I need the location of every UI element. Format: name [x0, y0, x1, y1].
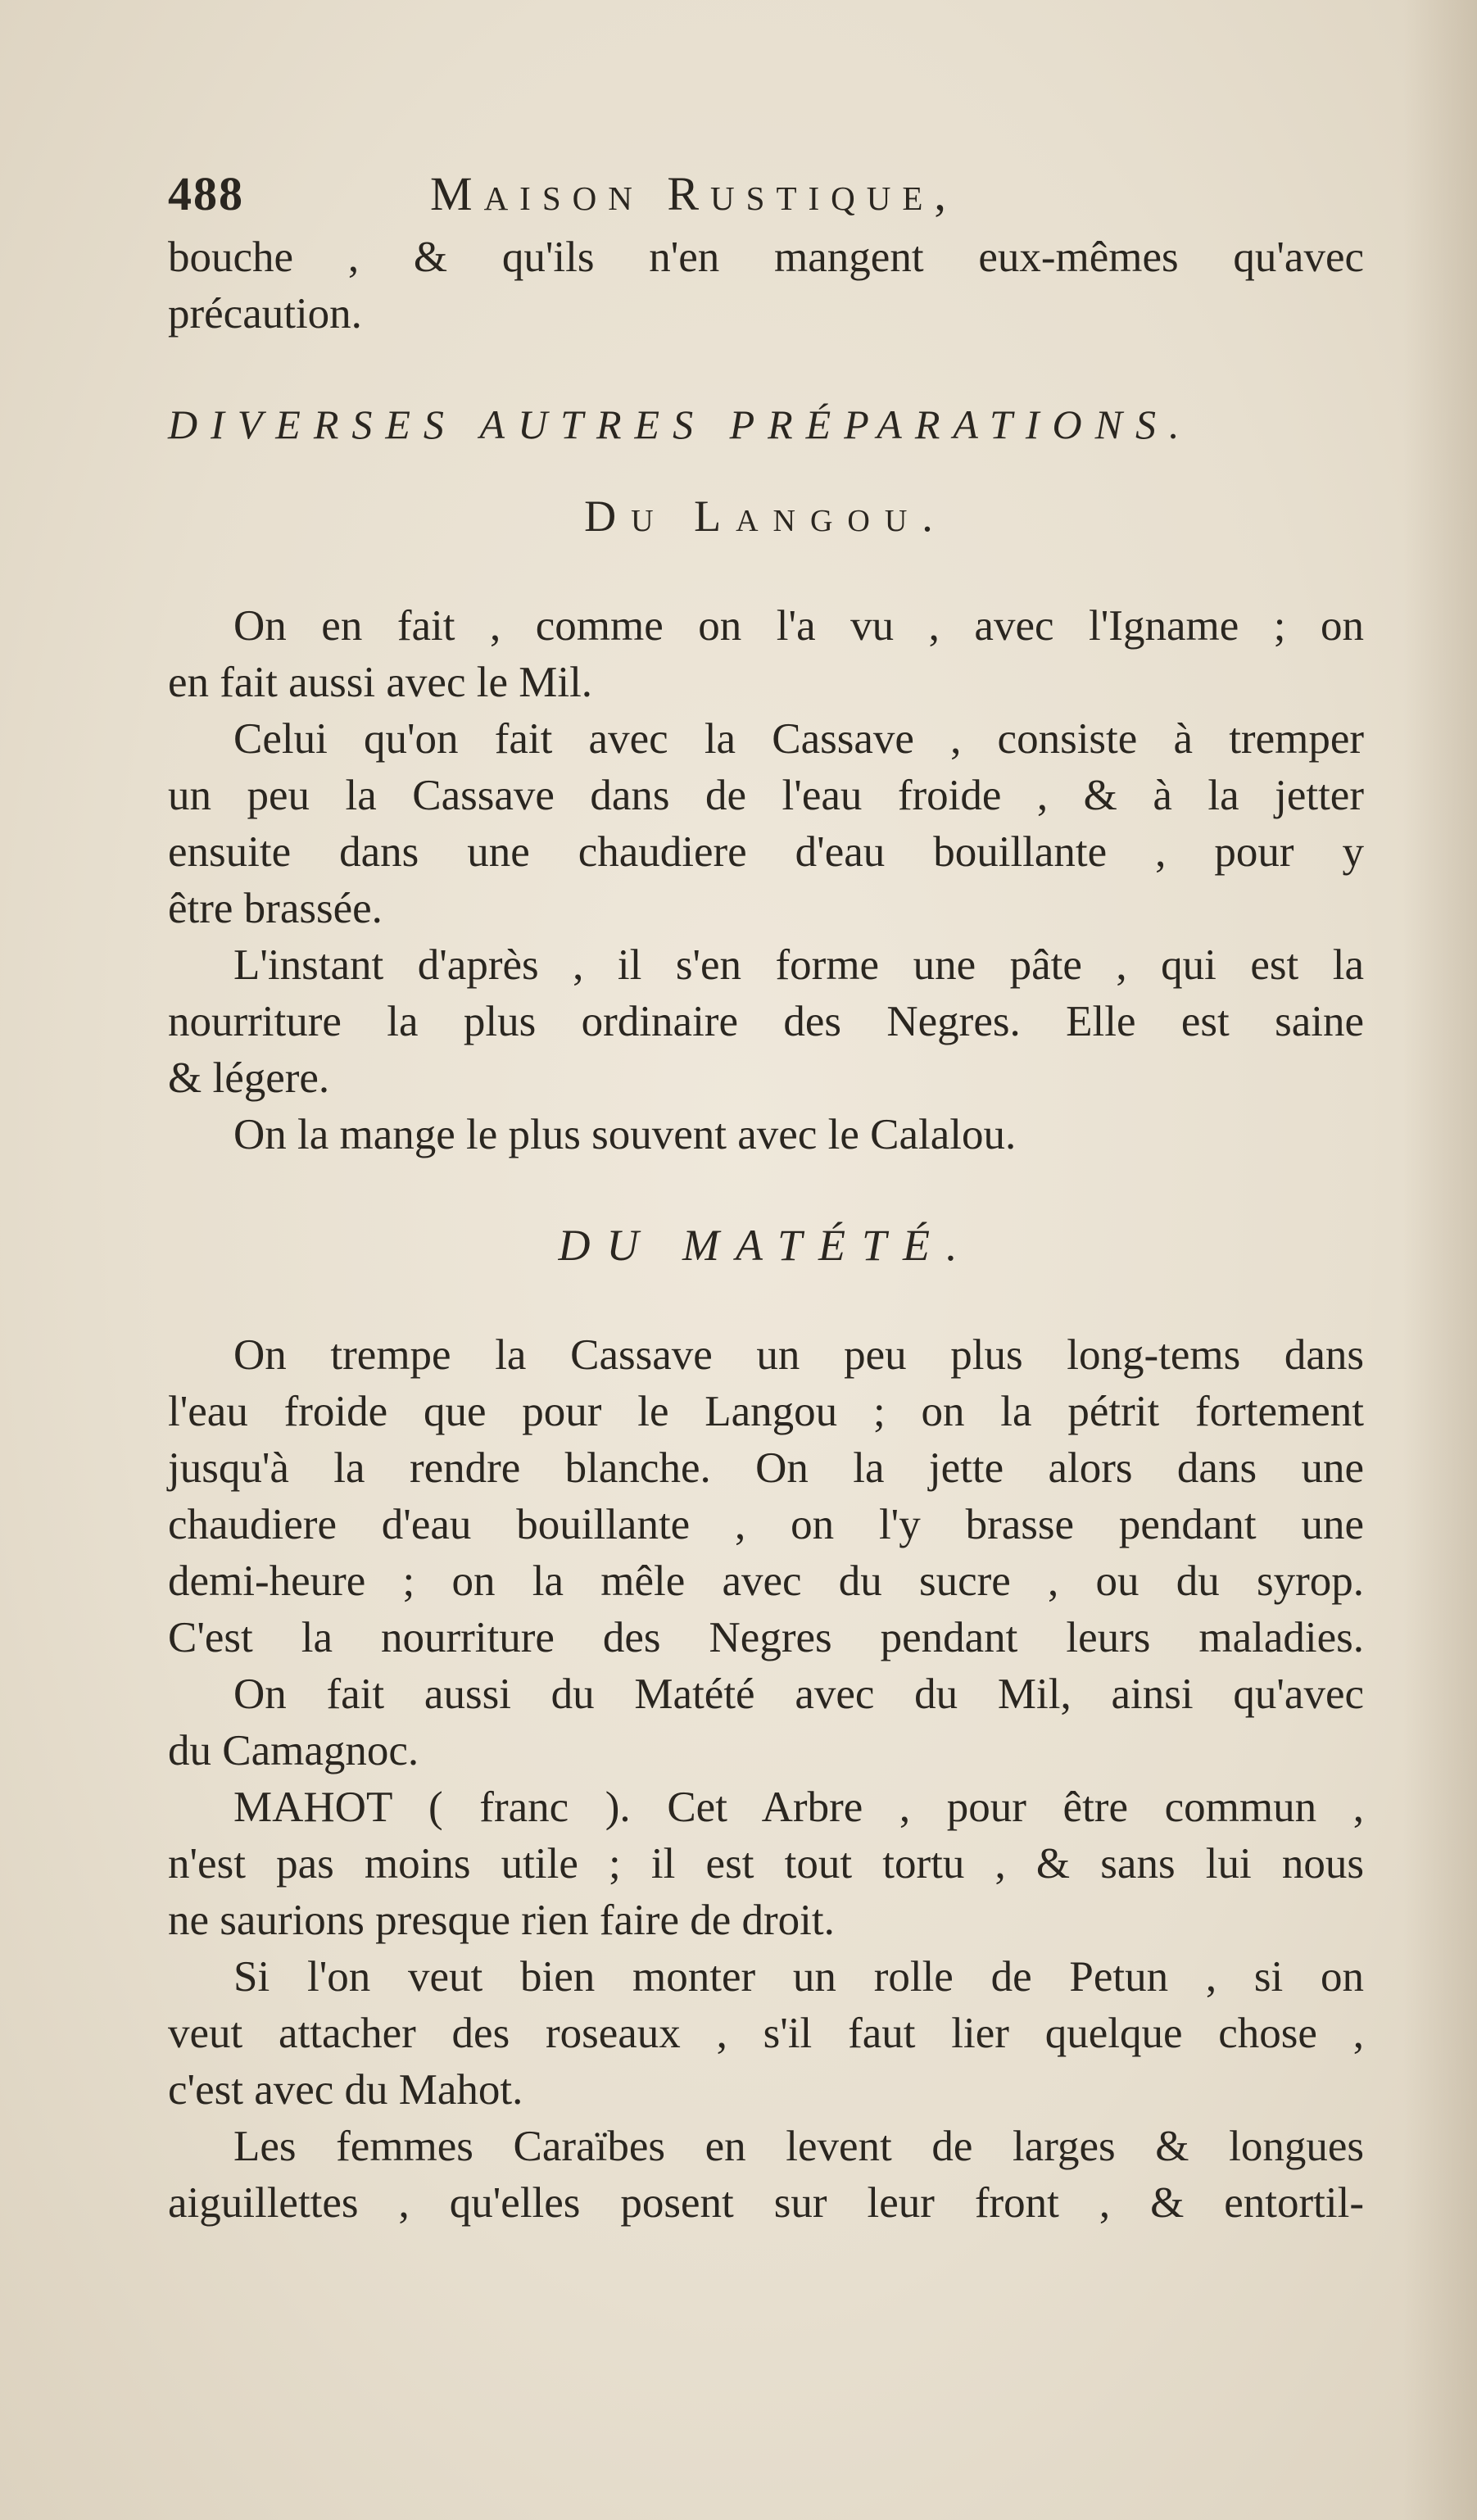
text-line: bouche , & qu'ils n'en mangent eux-mêmes qu'avec	[168, 233, 1364, 281]
text-line: du Camagnoc.	[168, 1727, 419, 1774]
running-head	[168, 160, 1364, 229]
text-line: c'est avec du Mahot.	[168, 2066, 523, 2114]
text-line: Celui qu'on fait avec la Cassave , consiste à tremper	[233, 715, 1364, 763]
subsection-title-langou: Du Langou.	[584, 492, 948, 541]
text-line: jusqu'à la rendre blanche. On la jette alors dans une	[168, 1444, 1364, 1492]
running-title: Maison Rustique,	[430, 167, 958, 220]
text-line: Les femmes Caraïbes en levent de larges & longues	[233, 2123, 1364, 2170]
text-line: ne saurions presque rien faire de droit.	[168, 1897, 835, 1944]
page-number: 488	[168, 167, 244, 220]
text-line: précaution.	[168, 290, 362, 338]
text-line: veut attacher des roseaux , s'il faut lier quelque chose ,	[168, 2010, 1364, 2057]
subsection-title-matete: DU MATÉTÉ.	[558, 1221, 974, 1270]
section-title: DIVERSES AUTRES PRÉPARATIONS.	[168, 401, 1193, 447]
text-line: L'instant d'après , il s'en forme une pâte , qui est la	[233, 941, 1364, 989]
text-line: ensuite dans une chaudiere d'eau bouillante , pour y	[168, 828, 1364, 876]
text-line: demi-heure ; on la mêle avec du sucre , ou du syrop.	[168, 1557, 1364, 1605]
text-line: en fait aussi avec le Mil.	[168, 659, 593, 706]
text-line: nourriture la plus ordinaire des Negres. Elle est saine	[168, 998, 1364, 1045]
text-block	[168, 160, 1364, 2232]
text-line: On fait aussi du Matété avec du Mil, ainsi qu'avec	[233, 1670, 1364, 1718]
text-line: & légere.	[168, 1054, 330, 1102]
text-line: Si l'on veut bien monter un rolle de Petun , si on	[233, 1953, 1364, 2001]
page-edge-shadow	[1403, 0, 1477, 2520]
text-line: chaudiere d'eau bouillante , on l'y brasse pendant une	[168, 1501, 1364, 1548]
text-line: être brassée.	[168, 885, 383, 932]
text-line: aiguillettes , qu'elles posent sur leur front , & entortil-	[168, 2179, 1364, 2227]
text-line: C'est la nourriture des Negres pendant leurs maladies.	[168, 1614, 1364, 1661]
text-line: On trempe la Cassave un peu plus long-tems dans	[233, 1331, 1364, 1379]
text-line: n'est pas moins utile ; il est tout tortu , & sans lui nous	[168, 1840, 1364, 1888]
text-line: On en fait , comme on l'a vu , avec l'Igname ; on	[233, 602, 1364, 650]
text-line: On la mange le plus souvent avec le Calalou.	[233, 1111, 1017, 1158]
text-line: un peu la Cassave dans de l'eau froide , & à la jetter	[168, 772, 1364, 819]
text-line: l'eau froide que pour le Langou ; on la pétrit fortement	[168, 1388, 1364, 1435]
text-line: MAHOT ( franc ). Cet Arbre , pour être commun ,	[233, 1783, 1364, 1831]
